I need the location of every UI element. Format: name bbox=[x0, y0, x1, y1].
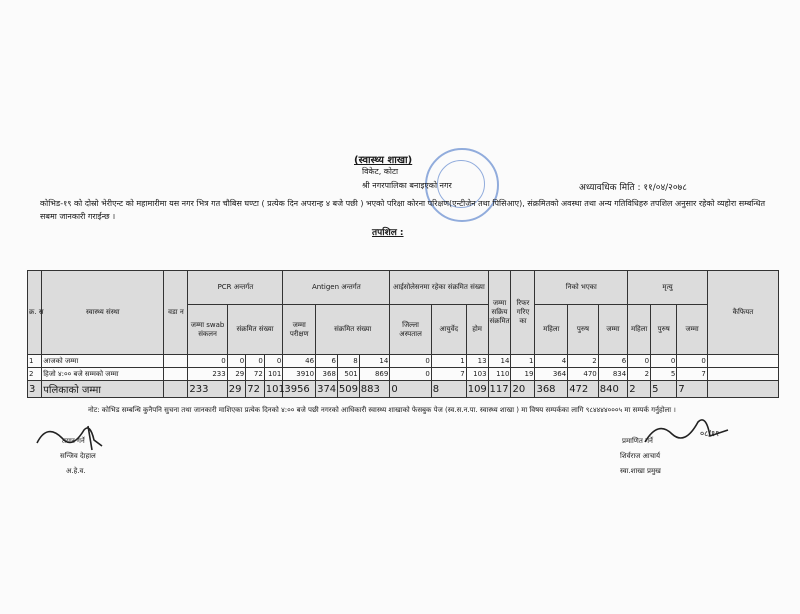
col-death-female: महिला bbox=[628, 305, 651, 355]
details-subtitle: तपशिल : bbox=[372, 228, 404, 238]
col-sn: क्र. स bbox=[28, 271, 42, 355]
col-antigen: Antigen अन्तर्गत bbox=[283, 271, 390, 305]
cell-pcr: 0 bbox=[264, 355, 283, 368]
cell-pcr: 233 bbox=[188, 381, 227, 398]
cell-rec: 470 bbox=[568, 368, 599, 381]
cell-sn: 1 bbox=[28, 355, 42, 368]
update-date: अध्यावधिक मिति : ११/०४/२०७८ bbox=[579, 183, 687, 193]
cell-death: 2 bbox=[628, 368, 651, 381]
cell-pcr: 0 bbox=[227, 355, 246, 368]
cell-death: 5 bbox=[651, 381, 677, 398]
cell-iso: 7 bbox=[431, 368, 466, 381]
approved-label: प्रमाणित गर्ने bbox=[622, 437, 653, 445]
cell-pcr: 233 bbox=[188, 368, 227, 381]
cell-death: 0 bbox=[628, 355, 651, 368]
col-death-male: पुरुष bbox=[651, 305, 677, 355]
approved-name: शिर्वराज आचार्य bbox=[620, 452, 661, 460]
cell-name: आजको जम्मा bbox=[42, 355, 164, 368]
cell-remarks bbox=[707, 368, 778, 381]
cell-ag: 509 bbox=[337, 381, 359, 398]
cell-death: 0 bbox=[651, 355, 677, 368]
cell-death: 0 bbox=[677, 355, 708, 368]
cell-rec: 840 bbox=[598, 381, 627, 398]
col-rec-male: पुरुष bbox=[568, 305, 599, 355]
cell-rec: 4 bbox=[535, 355, 568, 368]
col-home: होम bbox=[466, 305, 488, 355]
col-ayurved: आयुर्वेद bbox=[431, 305, 466, 355]
col-ward: वडा न bbox=[164, 271, 188, 355]
cell-ag: 501 bbox=[337, 368, 359, 381]
cell-pcr: 0 bbox=[246, 355, 265, 368]
cell-ag: 14 bbox=[359, 355, 390, 368]
prepared-label: तयार गर्ने bbox=[62, 437, 85, 445]
col-pcr-infected: संक्रमित संख्या bbox=[227, 305, 283, 355]
col-institution: स्वास्थ्य संस्था bbox=[42, 271, 164, 355]
cell-ag: 3956 bbox=[283, 381, 316, 398]
cell-rec: 472 bbox=[568, 381, 599, 398]
col-remarks: कैफियत bbox=[707, 271, 778, 355]
cell-iso: 103 bbox=[466, 368, 488, 381]
col-rec-female: महिला bbox=[535, 305, 568, 355]
cell-sn: 3 bbox=[28, 381, 42, 398]
cell-ward bbox=[164, 355, 188, 368]
cell-ag: 8 bbox=[337, 355, 359, 368]
cell-refer: 19 bbox=[511, 368, 535, 381]
cell-iso: 13 bbox=[466, 355, 488, 368]
cell-sn: 2 bbox=[28, 368, 42, 381]
approved-title: स्वा.शाखा प्रमुख bbox=[620, 467, 661, 475]
cell-iso: 0 bbox=[390, 355, 431, 368]
cell-death: 2 bbox=[628, 381, 651, 398]
table-row bbox=[28, 381, 779, 398]
cell-name: पलिकाको जम्मा bbox=[42, 381, 164, 398]
cell-iso: 1 bbox=[431, 355, 466, 368]
cell-ag: 368 bbox=[316, 368, 338, 381]
col-pcr: PCR अन्तर्गत bbox=[188, 271, 283, 305]
table-row bbox=[28, 368, 779, 381]
cell-pcr: 101 bbox=[264, 368, 283, 381]
office-line: श्री नगरपालिका बनाइएको नगर bbox=[362, 181, 452, 190]
location-line: विकेट, कोटा bbox=[362, 167, 399, 176]
cell-ward bbox=[164, 381, 188, 398]
prepared-title: अ.हे.व. bbox=[66, 467, 86, 475]
cell-active: 117 bbox=[488, 381, 511, 398]
cell-name: हिजो ४:०० बजे सम्मको जम्मा bbox=[42, 368, 164, 381]
cell-ag: 3910 bbox=[283, 368, 316, 381]
cell-pcr: 29 bbox=[227, 381, 246, 398]
cell-iso: 8 bbox=[431, 381, 466, 398]
cell-iso: 109 bbox=[466, 381, 488, 398]
cell-refer: 20 bbox=[511, 381, 535, 398]
cell-rec: 6 bbox=[598, 355, 627, 368]
covid-report-table bbox=[27, 270, 779, 398]
cell-ag: 883 bbox=[359, 381, 390, 398]
cell-ag: 869 bbox=[359, 368, 390, 381]
cell-remarks bbox=[707, 355, 778, 368]
cell-pcr: 0 bbox=[188, 355, 227, 368]
cell-pcr: 72 bbox=[246, 368, 265, 381]
cell-iso: 0 bbox=[390, 368, 431, 381]
cell-death: 5 bbox=[651, 368, 677, 381]
cell-remarks bbox=[707, 381, 778, 398]
col-active: जम्मा सक्रिय संक्रमित bbox=[488, 271, 511, 355]
cell-refer: 1 bbox=[511, 355, 535, 368]
table-row bbox=[28, 355, 779, 368]
cell-iso: 0 bbox=[390, 381, 431, 398]
col-rec-total: जम्मा bbox=[598, 305, 627, 355]
cell-death: 7 bbox=[677, 381, 708, 398]
col-recovered: निको भएका bbox=[535, 271, 628, 305]
col-ag-infected: संक्रमित संख्या bbox=[316, 305, 390, 355]
cell-pcr: 29 bbox=[227, 368, 246, 381]
cell-pcr: 72 bbox=[246, 381, 265, 398]
col-death-total: जम्मा bbox=[677, 305, 708, 355]
col-isolation: आईसोलेसनमा रहेका संक्रमित संख्या bbox=[390, 271, 488, 305]
col-swab: जम्मा swab संकलन bbox=[188, 305, 227, 355]
col-death: मृत्यु bbox=[628, 271, 708, 305]
col-tested: जम्मा परीक्षण bbox=[283, 305, 316, 355]
intro-paragraph: कोभिड-१९ को दोस्रो भेरीएन्ट को महामारीमा यस नगर भित्र गत चौबिस घण्टा ( प्रत्येक दिन अपरान्ह ४ बजे पछी ) भएको परिक्षा कोरना परिक्षण(एन्टीजेन तथा पिसिआए), संक्रमितको अवस्था तथा अन्य गतिविधिहरु तपशिल अनुसार रहेको व्यहोरा सम्बन्धित सबमा जानकारी गराईन्छ । bbox=[40, 199, 766, 221]
cell-active: 14 bbox=[488, 355, 511, 368]
col-refer: रिफर गरिए का bbox=[511, 271, 535, 355]
cell-death: 7 bbox=[677, 368, 708, 381]
cell-ag: 374 bbox=[316, 381, 338, 398]
cell-rec: 364 bbox=[535, 368, 568, 381]
cell-rec: 834 bbox=[598, 368, 627, 381]
cell-rec: 2 bbox=[568, 355, 599, 368]
cell-ward bbox=[164, 368, 188, 381]
cell-ag: 6 bbox=[316, 355, 338, 368]
footnote: नोट: कोभिड सम्बन्धि कुनैपनि सुचना तथा जानकारी माशिएका प्रत्येक दिनको ४:०० बजे पछी नगरको आधिकारी स्वास्थ्य शाखाको फेसबुक पेज (स्व.स.न.पा. स्वास्थ्य शाखा ) मा विषय सम्पर्कका लागि ९८४४४४०००५ मा सम्पर्क गर्नुहोला । bbox=[88, 406, 676, 414]
cell-pcr: 101 bbox=[264, 381, 283, 398]
approved-signature bbox=[640, 412, 750, 452]
cell-rec: 368 bbox=[535, 381, 568, 398]
signature-date: ०८/११ bbox=[700, 429, 720, 438]
cell-ag: 46 bbox=[283, 355, 316, 368]
col-district: जिल्ला अस्पताल bbox=[390, 305, 431, 355]
prepared-name: सन्जिव देाहाल bbox=[60, 452, 96, 460]
cell-active: 110 bbox=[488, 368, 511, 381]
department-title: (स्वास्थ्य शाखा) bbox=[354, 155, 413, 166]
